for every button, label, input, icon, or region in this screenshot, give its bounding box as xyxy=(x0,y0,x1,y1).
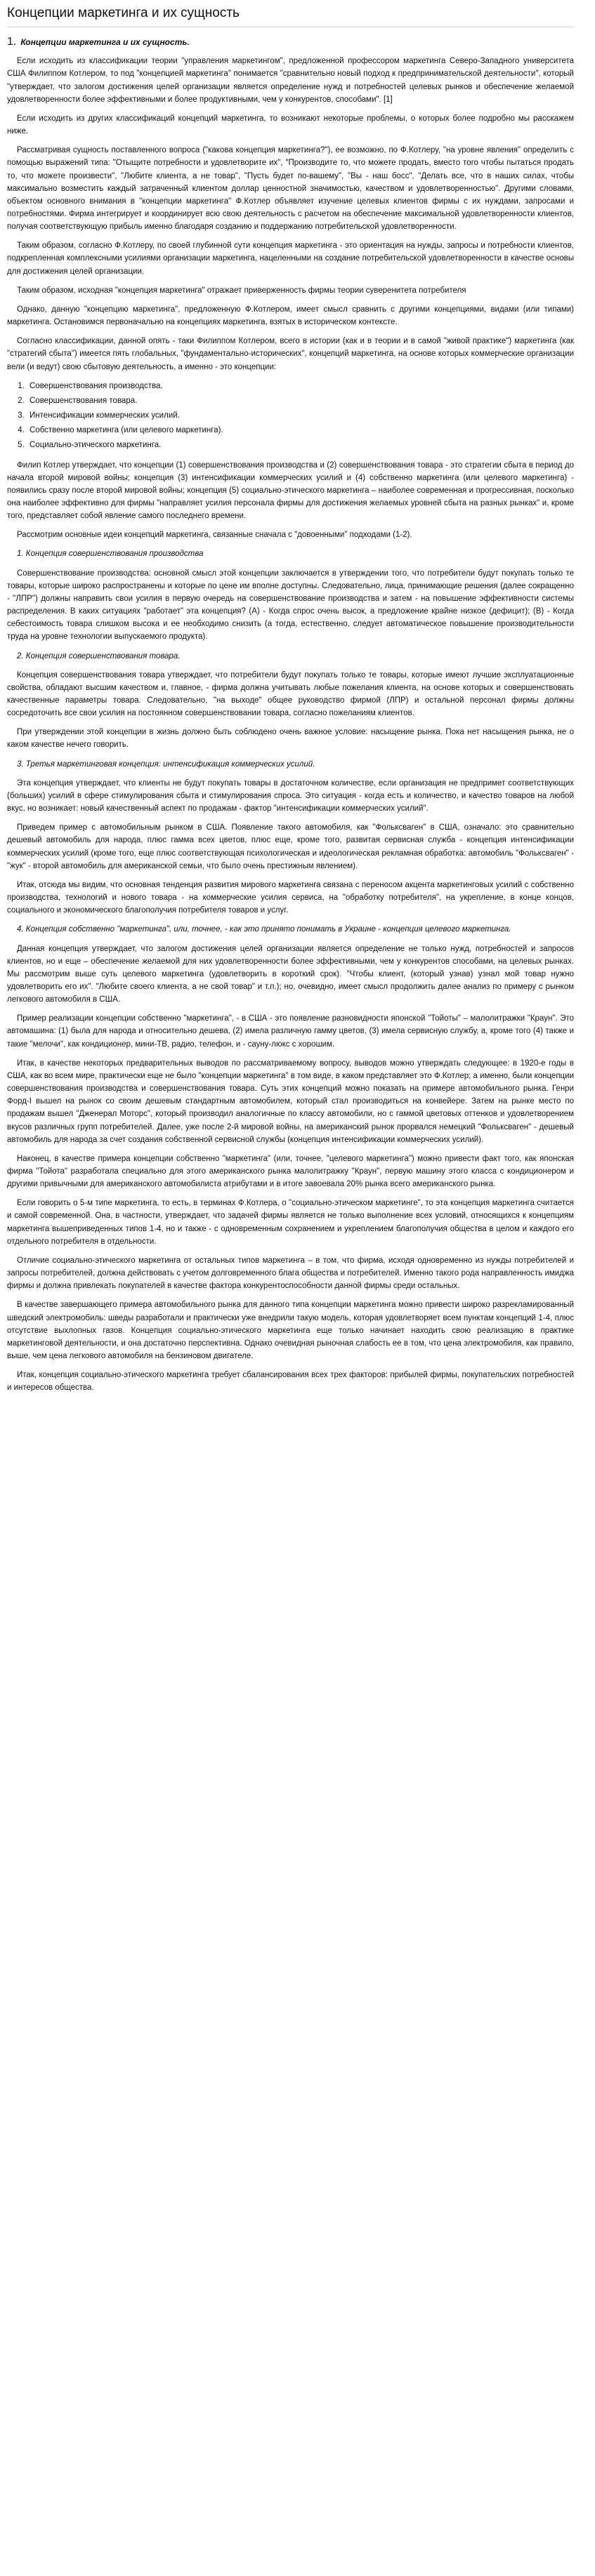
list-item: 5. Социально-этического маркетинга. xyxy=(27,439,574,451)
subheading-goods: 2. Концепция совершенствования товара. xyxy=(17,651,181,660)
list-item: 1. Совершенствования производства. xyxy=(27,380,574,392)
paragraph: Пример реализации концепции собственно "маркетинга", - в США - это появление разновидности японской "Тойоты" – малолитражки "Краун". Это автомашина: (1) была для народа и относительно дешева, (2) имела различную гамму цветов, (3) имела сервисную службу, а, кроме того (4) также и такие "мелочи", как кондиционер, мини-ТВ, радио, телефон, и - сауну-люкс с хорошим. xyxy=(7,1014,574,1049)
paragraph: Отличие социально-этического маркетинга от остальных типов маркетинга – в том, что фирма, исходя одновременно из нужды потребителей и запросы потребителей, должна действовать с учетом долговременного блага общества и потребителей. Именно такого рода направленность имиджа фирмы и должна привлекать покупателей в качестве фактора конкурентоспособности данной фирмы среди остальных. xyxy=(7,1256,574,1291)
paragraph: Итак, концепция социально-этического маркетинга требует сбалансирования всех трех факторов: прибылей фирмы, покупательских потребностей и интересов общества. xyxy=(7,1371,574,1393)
paragraph: Если говорить о 5-м типе маркетинга, то есть, в терминах Ф.Котлера, о "социально-этическом маркетинге", то эта концепция маркетинга считается и самой современной. Она, в частности, утверждает, что задачей фирмы является не только выполнение всех условий, относящихся к концепциям маркетинга вышеприведенных типов 1-4, но и также - с одновременным сохранением и укреплением благополучия общества в целом и каждого его отдельного потребителя в отдельности. xyxy=(7,1199,574,1246)
paragraph: Итак, в качестве некоторых предварительных выводов по рассматриваемому вопросу, выводов можно утверждать следующее: в 1920-е годы в США, как во всем мире, практически еще не было "концепции маркетинга" в том виде, в каком представляет это Ф.Котлер; а именно, были концепции совершенствования производства и совершенствования товара. Суть этих концепций можно показать на примере автомобильного рынка. Генри Форд-I вышел на рынок со своим дешевым стандартным автомобилем, который стал производиться на конвейере. Затем на рынке место по продажам вышел "Дженерал Моторс", который производил аналогичные по классу автомобили, но с гаммой цветовых оттенков и удовлетворением вкусов различных групп потребителей. Далее, уже после 2-й мировой войны, на американский рынок прорвался немецкий "Фольксваген" - дешевый автомобиль для народа за счет создания собственной сервисной службы (концепция интенсификации коммерческих усилий). xyxy=(7,1058,574,1144)
concepts-list xyxy=(27,380,574,452)
paragraph: Если исходить из других классификаций концепций маркетинга, то возникают некоторые проблемы, о которых более подробно мы расскажем ниже. xyxy=(7,114,574,136)
paragraph: Однако, данную "концепцию маркетинга", предложенную Ф.Котлером, имеет смысл сравнить с другими концепциями, видами (или типами) маркетинга. Остановимся первоначально на концепциях маркетинга, взятых в историческом контексте. xyxy=(7,305,574,327)
paragraph: В качестве завершающего примера автомобильного рынка для данного типа концепции маркетинга можно привести широко разрекламированный шведский электромобиль: шведы разработали и практически уже внедрили такую модель, которая удовлетворяет всем пунктам концепций 1-4, плюс отсутствие выхлопных газов. Концепция социально-этического маркетинга еще только начинает находить свою реализацию в практике маркетинговой деятельности, и она достаточно перспективна. Однако очевидная рыночная слабость ее в том, что цена электромобиля, как правило, выше, чем цена легкового автомобиля на бензиновом двигателе. xyxy=(7,1301,574,1361)
subheading-production: 1. Концепция совершенствования производства xyxy=(17,550,204,559)
subheading-intensification: 3. Третья маркетинговая концепция: интенсификация коммерческих усилий. xyxy=(17,759,315,769)
paragraph: Таким образом, исходная "концепция маркетинга" отражает приверженность фирмы теории суверенитета потребителя xyxy=(17,286,466,295)
subheading-target-marketing: 4. Концепция собственно "маркетинга", или, точнее, - как это принято понимать в Украине - концепция целевого маркетинга. xyxy=(17,925,511,934)
list-item: 3. Интенсификации коммерческих усилий. xyxy=(27,409,574,422)
paragraph: Если исходить из классификации теории "управления маркетингом", предложенной профессором маркетинга Северо-Западного университета США Филиппом Котлером, то под "концепцией маркетинга" понимается "сравнительно новый подход к предпринимательской деятельности", который "утверждает, что залогом достижения целей организации является определение нужд и потребностей целевых рынков и обеспечение желаемой удовлетворенности более эффективными и более продуктивными, чем у конкурентов, способами". [1] xyxy=(7,57,574,104)
paragraph: Таким образом, согласно Ф.Котлеру, по своей глубинной сути концепция маркетинга - это ориентация на нужды, запросы и потребности клиентов, подкрепленная комплексными усилиями организации маркетинга, нацеленными на создание потребительской удовлетворенности в качестве основы для достижения целей организации. xyxy=(7,241,574,276)
page-title: Концепции маркетинга и их сущность xyxy=(7,3,574,27)
paragraph: Филип Котлер утверждает, что концепции (1) совершенствования производства и (2) совершенствования товара - это стратегии сбыта в период до начала второй мировой войны; концепция (3) интенсификации коммерческих усилий и (4) собственно маркетинга (или целевого маркетинга) - появились сразу после второй мировой войны; концепция (5) социально-этического маркетинга – наиболее современная и прогрессивная, посколько она наиболее эффективно для фирмы "направляет усилия персонала фирмы для достижения желаемых уровней сбыта на разных рынках" и, кроме того, представляет собой явление самого последнего времени. xyxy=(7,460,574,521)
paragraph-group-c xyxy=(7,567,574,644)
paragraph: Наконец, в качестве примера концепции собственно "маркетинга" (или, точнее, "целевого маркетинга") можно привести факт того, как японская фирма "Тойота" разработала специально для этого американского рынка малолитражку "Краун", первую машину этого класса с кондиционером и другими привычными для американского автомобилиста атрибутами и в итоге завоевала 20% рынка всего американского рынка. xyxy=(7,1154,574,1189)
paragraph: Приведем пример с автомобильным рынком в США. Появление такого автомобиля, как "Фольксваген" в США, означало: это сравнительно дешевый автомобиль для народа, плюс гамма всех цветов, плюс еще, кроме того, развитая сервисная служба - концепция интенсификации коммерческих усилий (кроме того, еще плюс соответствующая психологическая и идеологическая рекламная обработка: автомобиль "Фольксваген" - "жук" - второй автомобиль для американской семьи, что было очень престижным явлением). xyxy=(7,823,574,870)
section-heading-text: Концепции маркетинга и их сущность. xyxy=(20,37,190,48)
paragraph-group-b xyxy=(7,459,574,542)
paragraph: Концепция совершенствования товара утверждает, что потребители будут покупать только те товары, которые имеют лучшие эксплуатационные свойства, обладают высшим качеством и, главное, - фирма должна учитывать любые пожелания клиента, на основе которых и совершенствовать качественные параметры товара. Следовательно, "на выходе" общее руководство фирмой (ЛПР) и остальной персонал фирмы должны сосредоточить все свои усилия на постоянном совершенствовании товара, согласно пожеланиям клиентов. xyxy=(7,670,574,718)
list-item: 4. Собственно маркетинга (или целевого маркетинга). xyxy=(27,424,574,437)
section-number: 1. xyxy=(7,36,17,48)
paragraph: Рассмотрим основные идеи концепций маркетинга, связанные сначала с "довоенными" подходами (1-2). xyxy=(17,531,412,540)
paragraph-group-a xyxy=(7,55,574,373)
paragraph: Эта концепция утверждает, что клиенты не будут покупать товары в достаточном количестве, если организация не предпримет соответствующих (больших) усилий в сфере стимулирования сбыта и стимулирования спроса. Это ситуация - когда есть и количество, и качество товаров на любой вкус, но возникает: новый качественный аспект по продажам - фактор "интенсификации коммерческих усилий". xyxy=(7,778,574,814)
paragraph-group-e xyxy=(7,777,574,1395)
paragraph: Рассматривая сущность поставленного вопроса ("какова концепция маркетинга?"), ее возможно, по Ф.Котлеру, "на уровне явления" определить с помощью выражений типа: "Отыщите потребности и удовлетворите их", "Производите то, что можете продать, вместо того чтобы пытаться продать то, что можете произвести", "Любите клиента, а не товар", "Пусть будет по-вашему", "Вы - наш босс", "Делать все, что в наших силах, чтобы максимально возместить каждый затраченный клиентом доллар ценностной значимостью, качеством и удовлетворенностью". Другими словами, объектом основного внимания в "концепции маркетинга" Ф.Котлер объявляет изучение целевых клиентов фирмы с их нуждами, запросами и потребностями. Фирма интегрирует и координирует всю свою деятельность с расчетом на обеспечение максимальной удовлетворенности клиентов, получая соответствующую прибыль именно благодаря созданию и поддержанию потребительской удовлетворенности. xyxy=(7,146,574,232)
section-heading xyxy=(7,33,574,51)
paragraph: При утверждении этой концепции в жизнь должно быть соблюдено очень важное условие: насыщение рынка. Пока нет насыщения рынка, не о каком качестве нечего говорить. xyxy=(7,728,574,750)
list-item: 2. Совершенствования товара. xyxy=(27,394,574,407)
paragraph: Согласно классификации, данной опять - таки Филиппом Котлером, всего в истории (как и в теории и в самой "живой практике") маркетинга (как "стратегий сбыта") имеется пять глобальных, "фундаментально-исторических", концепций маркетинга, на основе которых коммерческие организации вели (и ведут) свою сбытовую деятельность, а именно - это концепции: xyxy=(7,337,574,371)
paragraph: Итак, отсюда мы видим, что основная тенденция развития мирового маркетинга связана с переносом акцента маркетинговых усилий с собственно производства, технологий и нового товара - на коммерческие усилия сервиса, на "обработку потребителя", на укрепление, в конце концов, социального и экономического благополучия потребителя товаров и услуг. xyxy=(7,880,574,915)
paragraph-group-d xyxy=(7,669,574,752)
paragraph: Совершенствование производства: основной смысл этой концепции заключается в утверждении того, что потребители будут покупать только те товары, которые широко распространены и которые по цене им вполне доступны. Следовательно, лица, принимающие решения (далее сокращенно - "ЛПР") должны направить свои усилия в первую очередь на совершенствование производства и затем - на повышение эффективности системы распределения. В каких ситуациях "работает" эта концепция? (А) - Когда спрос очень высок, а предложение крайне низкое (дефицит); (В) - Когда себестоимость товара слишком высока и ее необходимо снизить (а тогда, естественно, следует автоматическое повышение производительности труда на уровне технологии выпускаемого продукта). xyxy=(7,569,574,642)
paragraph: Данная концепция утверждает, что залогом достижения целей организации является определение не только нужд, потребностей и запросов клиентов, но и еще – обеспечение желаемой для них удовлетворенности более эффективными, чем у конкурентов способами, на целевых рынках. Мы рассмотрим выше суть целевого маркетинга (удовлетворить в короткий срок). "Чтобы клиент, (который узнав) узнал мой товар нужно удовлетворить его их". "Любите своего клиента, а не свой товар" и т.п.); но, очевидно, имеет смысл продолжить далее анализ по примеру с рынком легкового автомобиля в США. xyxy=(7,944,574,1004)
